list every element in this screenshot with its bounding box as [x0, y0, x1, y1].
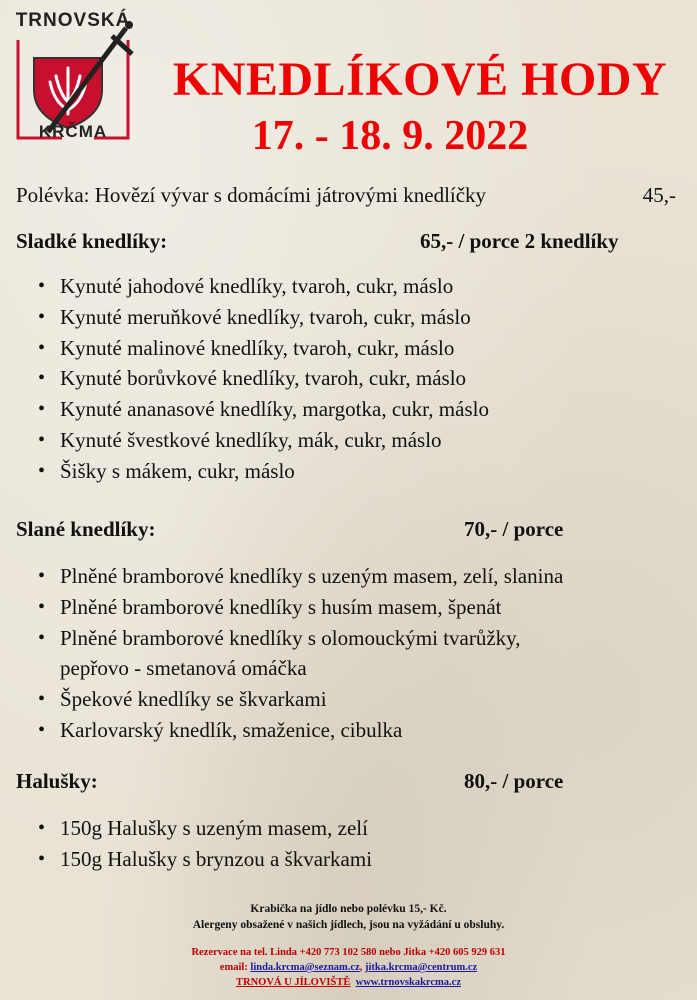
logo-bottom-text: KRČMA [38, 122, 108, 141]
halusky-heading: Halušky: [16, 769, 98, 793]
list-item: • Kynuté borůvkové knedlíky, tvaroh, cukr, máslo [36, 363, 489, 394]
list-item-continuation: pepřovo - smetanová omáčka [60, 656, 307, 681]
list-item: • Plněné bramborové knedlíky s husím masem, špenát [36, 592, 563, 623]
list-item: • Kynuté malinové knedlíky, tvaroh, cukr, máslo [36, 333, 489, 364]
email-separator: , [359, 962, 363, 973]
page-title: KNEDLÍKOVÉ HODY [172, 53, 668, 106]
list-item: • Kynuté švestkové knedlíky, mák, cukr, máslo [36, 425, 489, 456]
soup-price: 45,- [642, 183, 676, 207]
email-label: email: [219, 962, 248, 973]
savory-list [36, 561, 563, 746]
list-item: • Šišky s mákem, cukr, máslo [36, 456, 489, 487]
allergen-note: Alergeny obsažené v našich jídlech, jsou na vyžádání u obsluhy. [192, 919, 505, 931]
list-item: • Karlovarský knedlík, smaženice, cibulka [36, 715, 563, 746]
list-item: • Plněné bramborové knedlíky s uzeným masem, zelí, slanina [36, 561, 563, 592]
list-item: • Kynuté jahodové knedlíky, tvaroh, cukr, máslo [36, 271, 489, 302]
website-link[interactable]: www.trnovskakrcma.cz [355, 977, 461, 988]
savory-price: 70,- / porce [464, 517, 564, 541]
halusky-price: 80,- / porce [464, 769, 564, 793]
event-date: 17. - 18. 9. 2022 [251, 113, 529, 159]
sweet-heading: Sladké knedlíky: [16, 229, 168, 253]
location-line [0, 976, 697, 991]
list-item: • Kynuté ananasové knedlíky, margotka, cukr, máslo [36, 394, 489, 425]
list-item: • Kynuté meruňkové knedlíky, tvaroh, cukr, máslo [36, 302, 489, 333]
email-line [0, 961, 697, 976]
list-item: • 150g Halušky s uzeným masem, zelí [36, 813, 372, 844]
email-link-linda[interactable]: linda.krcma@seznam.cz [250, 962, 360, 973]
reservation-info: Rezervace na tel. Linda +420 773 102 580 nebo Jitka +420 605 929 631 [191, 947, 506, 958]
savory-heading: Slané knedlíky: [16, 517, 156, 541]
list-item: • Špekové knedlíky se škvarkami [36, 684, 563, 715]
logo [8, 10, 138, 140]
sweet-list [36, 271, 489, 487]
list-item: • 150g Halušky s brynzou a škvarkami [36, 844, 372, 875]
logo-top-text: TRNOVSKÁ [15, 10, 131, 31]
halusky-list [36, 813, 372, 875]
box-note: Krabička na jídlo nebo polévku 15,- Kč. [250, 903, 447, 915]
list-item: • Plněné bramborové knedlíky s olomouckými tvarůžky, [36, 623, 563, 654]
sweet-price: 65,- / porce 2 knedlíky [420, 229, 619, 253]
email-link-jitka[interactable]: jitka.krcma@centrum.cz [364, 962, 478, 973]
soup-row [16, 183, 676, 208]
place-name: TRNOVÁ U JÍLOVIŠTĚ [236, 977, 351, 988]
soup-label: Polévka: Hovězí vývar s domácími játrovými knedlíčky [16, 183, 487, 207]
